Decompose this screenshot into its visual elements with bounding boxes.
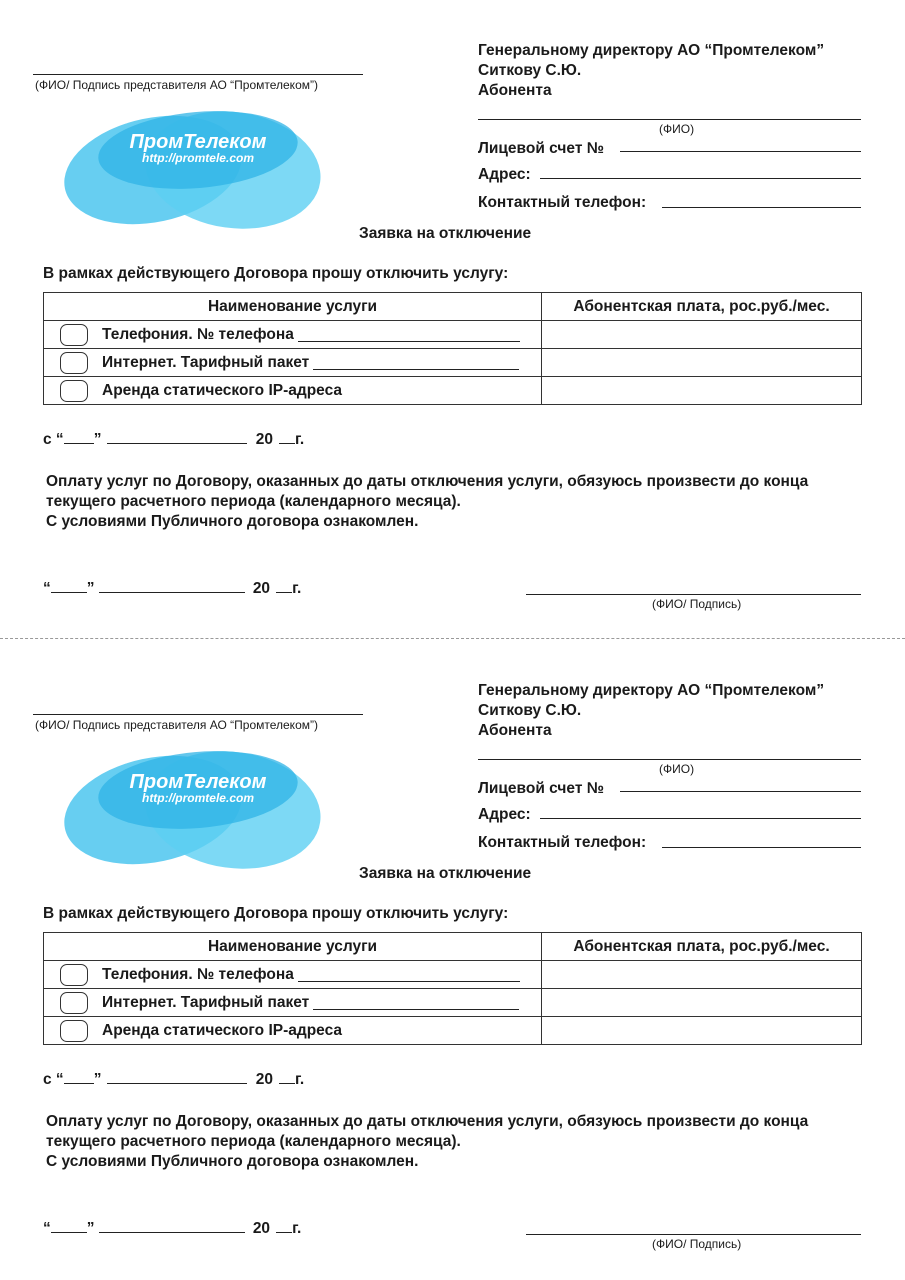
paragraph-line: текущего расчетного периода (календарного месяца). [46,1133,461,1150]
paragraph-line: Оплату услуг по Договору, оказанных до даты отключения услуги, обязуюсь произвести до конца [46,1113,809,1130]
services-table [43,932,862,1045]
sign-year-suffix: г. [292,580,302,597]
table-row [44,321,862,349]
sign-caption: (ФИО/ Подпись) [652,1237,742,1251]
fee-cell[interactable] [542,377,862,405]
fee-cell[interactable] [542,321,862,349]
header-fee: Абонентская плата, рос.руб./мес. [542,293,862,321]
rep-signature-line [33,714,363,715]
addressee-line2: Ситкову С.Ю. [478,702,582,719]
account-field[interactable] [620,151,861,152]
day-field[interactable] [64,1083,94,1084]
sign-year-field[interactable] [276,592,292,593]
year-suffix: г. [295,1071,305,1088]
month-field[interactable] [107,1083,247,1084]
tariff-field[interactable] [313,995,519,1010]
fio-caption: (ФИО) [659,122,695,136]
fio-line[interactable] [478,759,861,760]
subscriber-signature-line[interactable] [526,1234,861,1235]
address-field[interactable] [540,818,861,819]
fee-cell[interactable] [542,961,862,989]
phone-number-field[interactable] [298,967,520,982]
service-checkbox-static-ip[interactable] [60,1020,88,1042]
service-checkbox-internet[interactable] [60,992,88,1014]
sign-year-field[interactable] [276,1232,292,1233]
year-prefix: 20 [255,1071,273,1088]
address-label: Адрес: [478,166,531,183]
table-row [44,961,862,989]
paragraph-line: Оплату услуг по Договору, оказанных до даты отключения услуги, обязуюсь произвести до конца [46,473,809,490]
service-checkbox-telephony[interactable] [60,964,88,986]
promtelecom-logo [58,735,326,880]
obligation-paragraph [46,472,808,532]
start-date-line [43,431,304,449]
cut-line [0,638,905,639]
logo-url: http://promtele.com [141,791,255,805]
service-checkbox-telephony[interactable] [60,324,88,346]
tariff-field[interactable] [313,355,519,370]
rep-caption: (ФИО/ Подпись представителя АО “Промтелеком”) [35,718,318,732]
paragraph-line: текущего расчетного периода (календарного месяца). [46,493,461,510]
header-fee: Абонентская плата, рос.руб./мес. [542,933,862,961]
table-row [44,989,862,1017]
phone-label: Контактный телефон: [478,834,647,851]
year-field[interactable] [279,1083,295,1084]
header-service-name: Наименование услуги [44,293,542,321]
phone-label: Контактный телефон: [478,194,647,211]
account-field[interactable] [620,791,861,792]
fee-cell[interactable] [542,989,862,1017]
paragraph-line: С условиями Публичного договора ознакомлен. [46,513,419,530]
fee-cell[interactable] [542,1017,862,1045]
date-prefix: с “ [43,1071,64,1088]
sign-date-close: ” [86,1220,95,1237]
service-label: Телефония. № телефона [102,965,294,983]
sign-date-line [43,1220,301,1238]
service-label: Аренда статического IP-адреса [102,381,343,399]
fio-caption: (ФИО) [659,762,695,776]
service-checkbox-internet[interactable] [60,352,88,374]
table-row [44,377,862,405]
addressee-line3: Абонента [478,722,552,739]
phone-field[interactable] [662,847,861,848]
header-service-name: Наименование услуги [44,933,542,961]
address-label: Адрес: [478,806,531,823]
month-field[interactable] [107,443,247,444]
service-label: Аренда статического IP-адреса [102,1021,343,1039]
logo-brand: ПромТелеком [129,771,267,793]
intro-text: В рамках действующего Договора прошу отключить услугу: [43,905,509,922]
service-label: Интернет. Тарифный пакет [102,993,310,1011]
year-prefix: 20 [255,431,273,448]
paragraph-line: С условиями Публичного договора ознакомлен. [46,1153,419,1170]
account-label: Лицевой счет № [478,140,604,157]
year-suffix: г. [295,431,305,448]
logo-brand: ПромТелеком [129,131,267,153]
address-field[interactable] [540,178,861,179]
form-title: Заявка на отключение [359,865,532,882]
sign-year-prefix: 20 [252,1220,271,1237]
phone-field[interactable] [662,207,861,208]
sign-day-field[interactable] [51,1232,87,1233]
day-field[interactable] [64,443,94,444]
addressee-line2: Ситкову С.Ю. [478,62,582,79]
sign-date-line [43,580,301,598]
sign-month-field[interactable] [99,1232,245,1233]
subscriber-signature-line[interactable] [526,594,861,595]
addressee-line3: Абонента [478,82,552,99]
table-row [44,349,862,377]
addressee-line1: Генеральному директору АО “Промтелеком” [478,682,825,699]
date-quote: ” [93,1071,102,1088]
sign-day-field[interactable] [51,592,87,593]
addressee-line1: Генеральному директору АО “Промтелеком” [478,42,825,59]
account-label: Лицевой счет № [478,780,604,797]
sign-date-open: “ [43,1220,51,1237]
fee-cell[interactable] [542,349,862,377]
logo-url: http://promtele.com [141,151,255,165]
sign-date-close: ” [86,580,95,597]
date-prefix: с “ [43,431,64,448]
promtelecom-logo [58,95,326,240]
sign-date-open: “ [43,580,51,597]
start-date-line [43,1071,304,1089]
service-label: Телефония. № телефона [102,325,294,343]
fio-line[interactable] [478,119,861,120]
year-field[interactable] [279,443,295,444]
disconnection-form-2 [0,640,905,1280]
rep-caption: (ФИО/ Подпись представителя АО “Промтелеком”) [35,78,318,92]
sign-year-prefix: 20 [252,580,271,597]
services-table [43,292,862,405]
form-title: Заявка на отключение [359,225,532,242]
obligation-paragraph [46,1112,808,1172]
phone-number-field[interactable] [298,327,520,342]
service-label: Интернет. Тарифный пакет [102,353,310,371]
service-checkbox-static-ip[interactable] [60,380,88,402]
sign-caption: (ФИО/ Подпись) [652,597,742,611]
intro-text: В рамках действующего Договора прошу отключить услугу: [43,265,509,282]
rep-signature-line [33,74,363,75]
sign-year-suffix: г. [292,1220,302,1237]
sign-month-field[interactable] [99,592,245,593]
date-quote: ” [93,431,102,448]
table-row [44,1017,862,1045]
